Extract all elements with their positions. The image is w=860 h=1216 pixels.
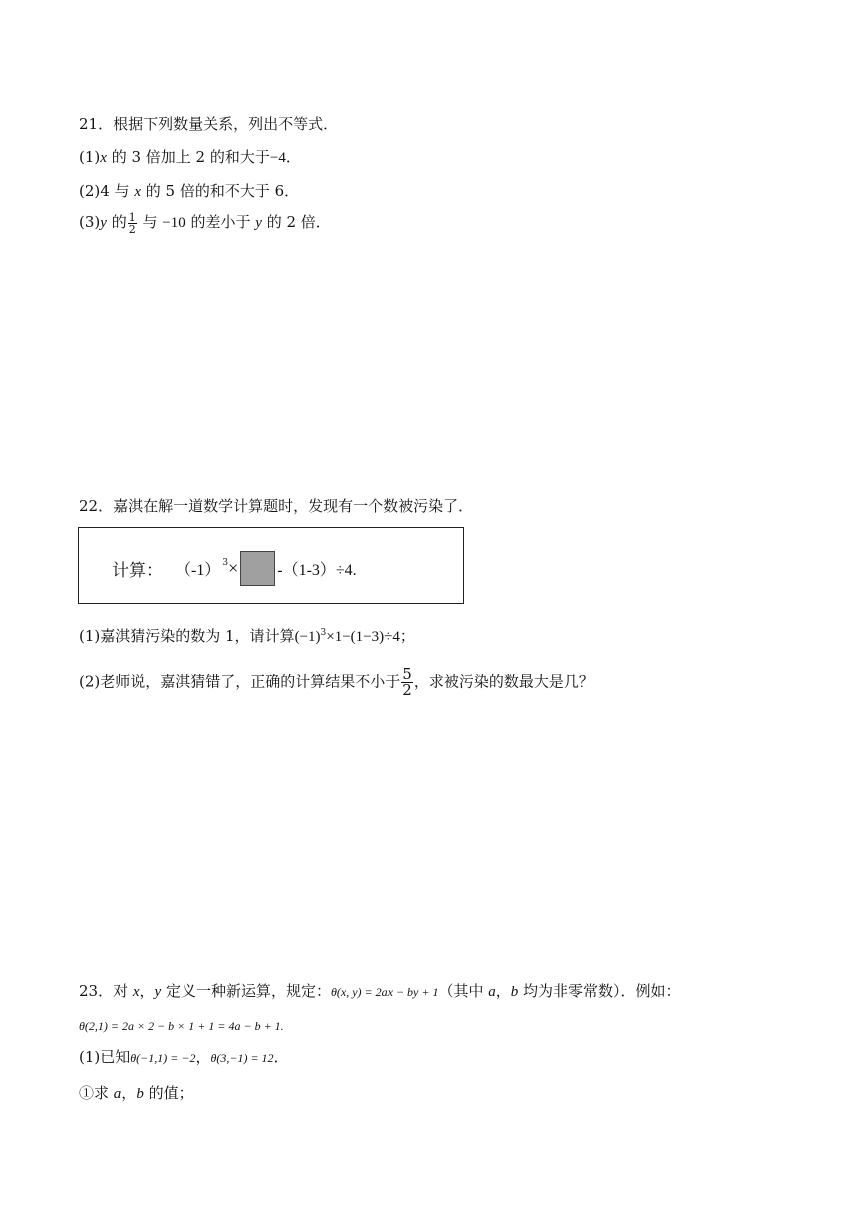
q23-sub1-label: ① (79, 1084, 95, 1102)
q23-var-y: y (154, 984, 162, 1000)
q21-part3 (79, 211, 331, 235)
fraction-denominator: 2 (402, 681, 412, 699)
q22-part2-text2: ，求被污染的数最大是几？ (413, 672, 594, 691)
fraction-five-halves (401, 667, 413, 698)
q21-part3-var: y (100, 215, 107, 231)
fraction-numerator: 5 (402, 665, 412, 683)
stained-calculation (112, 551, 357, 586)
q22-part1-end: ； (399, 627, 415, 645)
box-exponent: 3 (222, 557, 229, 568)
q22-title: 22．嘉淇在解一道数学计算题时，发现有一个数被污染了． (79, 497, 474, 515)
box-times: × (228, 558, 239, 578)
fraction-one-half (128, 212, 137, 235)
q21-part2-text1: 4 与 (100, 182, 135, 200)
q23-part1-end: ． (273, 1048, 289, 1066)
q23-title-c: 定义一种新运算，规定： (161, 982, 331, 1000)
q21-title: 21．根据下列数量关系，列出不等式． (79, 115, 339, 133)
q23-sub1-sep: ， (121, 1084, 137, 1102)
q21-part1-end: ． (285, 148, 301, 166)
q23-part1-eq1: θ(−1,1) = −2 (130, 1051, 196, 1065)
q23-sub1 (79, 1082, 194, 1103)
q23-title-a: 23．对 (79, 982, 133, 1000)
stained-number-patch (240, 551, 275, 586)
q23-title-e: ， (495, 982, 511, 1000)
q21-part2-var: x (134, 184, 142, 200)
q23-part1-label: (1) (79, 1048, 101, 1066)
q21-part3-text2: 与 (137, 213, 163, 231)
q21-part2 (79, 180, 299, 201)
q23-part1-sep: ， (195, 1048, 211, 1066)
q23-sub1-text1: 求 (94, 1084, 114, 1102)
q21-part2-text2: 的 5 倍的和不大于 6． (141, 182, 300, 200)
q21-part2-label: (2) (79, 182, 101, 200)
q23-example (79, 1016, 284, 1034)
q22-part1 (79, 625, 415, 646)
q23-part1 (79, 1046, 289, 1067)
q21-part1-label: (1) (79, 148, 101, 166)
box-part2: -（1-3）÷4. (277, 562, 357, 579)
stained-calculation-box (78, 527, 464, 604)
q23-definition: θ(x, y) = 2ax − by + 1 (331, 985, 439, 999)
q23-example-text: θ(2,1) = 2a × 2 − b × 1 + 1 = 4a − b + 1. (79, 1019, 284, 1033)
q23-part1-text: 已知 (100, 1048, 131, 1066)
q22-part2-label: (2) (79, 672, 101, 691)
q23-title-b: ， (139, 982, 155, 1000)
q22-part1-text: 嘉淇猜污染的数为 1，请计算 (100, 627, 295, 645)
q23-var-b: b (510, 984, 519, 1000)
fraction-denominator: 2 (128, 222, 136, 236)
q22-part1-expr-exponent: 3 (320, 628, 327, 638)
q22-part1-label: (1) (79, 627, 101, 645)
q23-title-f: 均为非零常数）．例如： (518, 982, 681, 1000)
q21-part1-value: −4 (269, 150, 286, 166)
q21-part1 (79, 146, 301, 167)
q21-part3-value: −10 (162, 215, 186, 231)
q22-part2-text1: 老师说，嘉淇猜错了，正确的计算结果不小于 (100, 672, 401, 691)
q23-title (79, 980, 681, 1001)
q23-var-x: x (132, 984, 140, 1000)
q21-part3-text1: 的 (106, 213, 127, 231)
q21-part3-text4: 的 2 倍． (261, 213, 331, 231)
box-label: 计算： (112, 561, 163, 581)
q21-part3-label: (3) (79, 213, 101, 231)
q23-title-d: （其中 (438, 982, 489, 1000)
q23-var-a: a (488, 984, 496, 1000)
q23-sub1-a: a (113, 1086, 122, 1102)
q22-part1-expr-b: ×1−(1−3)÷4 (326, 629, 400, 645)
q23-sub1-text2: 的值； (143, 1084, 194, 1102)
q21-part3-var2: y (255, 215, 262, 231)
q22-part1-expr-a: (−1) (294, 629, 321, 645)
q21-part3-text3: 的差小于 (185, 213, 256, 231)
box-part1: （-1） (175, 562, 221, 579)
q21-part1-text: 的 3 倍加上 2 的和大于 (106, 148, 270, 166)
q23-part1-eq2: θ(3,−1) = 12 (210, 1051, 274, 1065)
q21-part1-var: x (100, 150, 107, 166)
fraction-numerator: 1 (128, 210, 136, 224)
q22-part2 (79, 667, 594, 698)
q23-sub1-b: b (136, 1086, 144, 1102)
